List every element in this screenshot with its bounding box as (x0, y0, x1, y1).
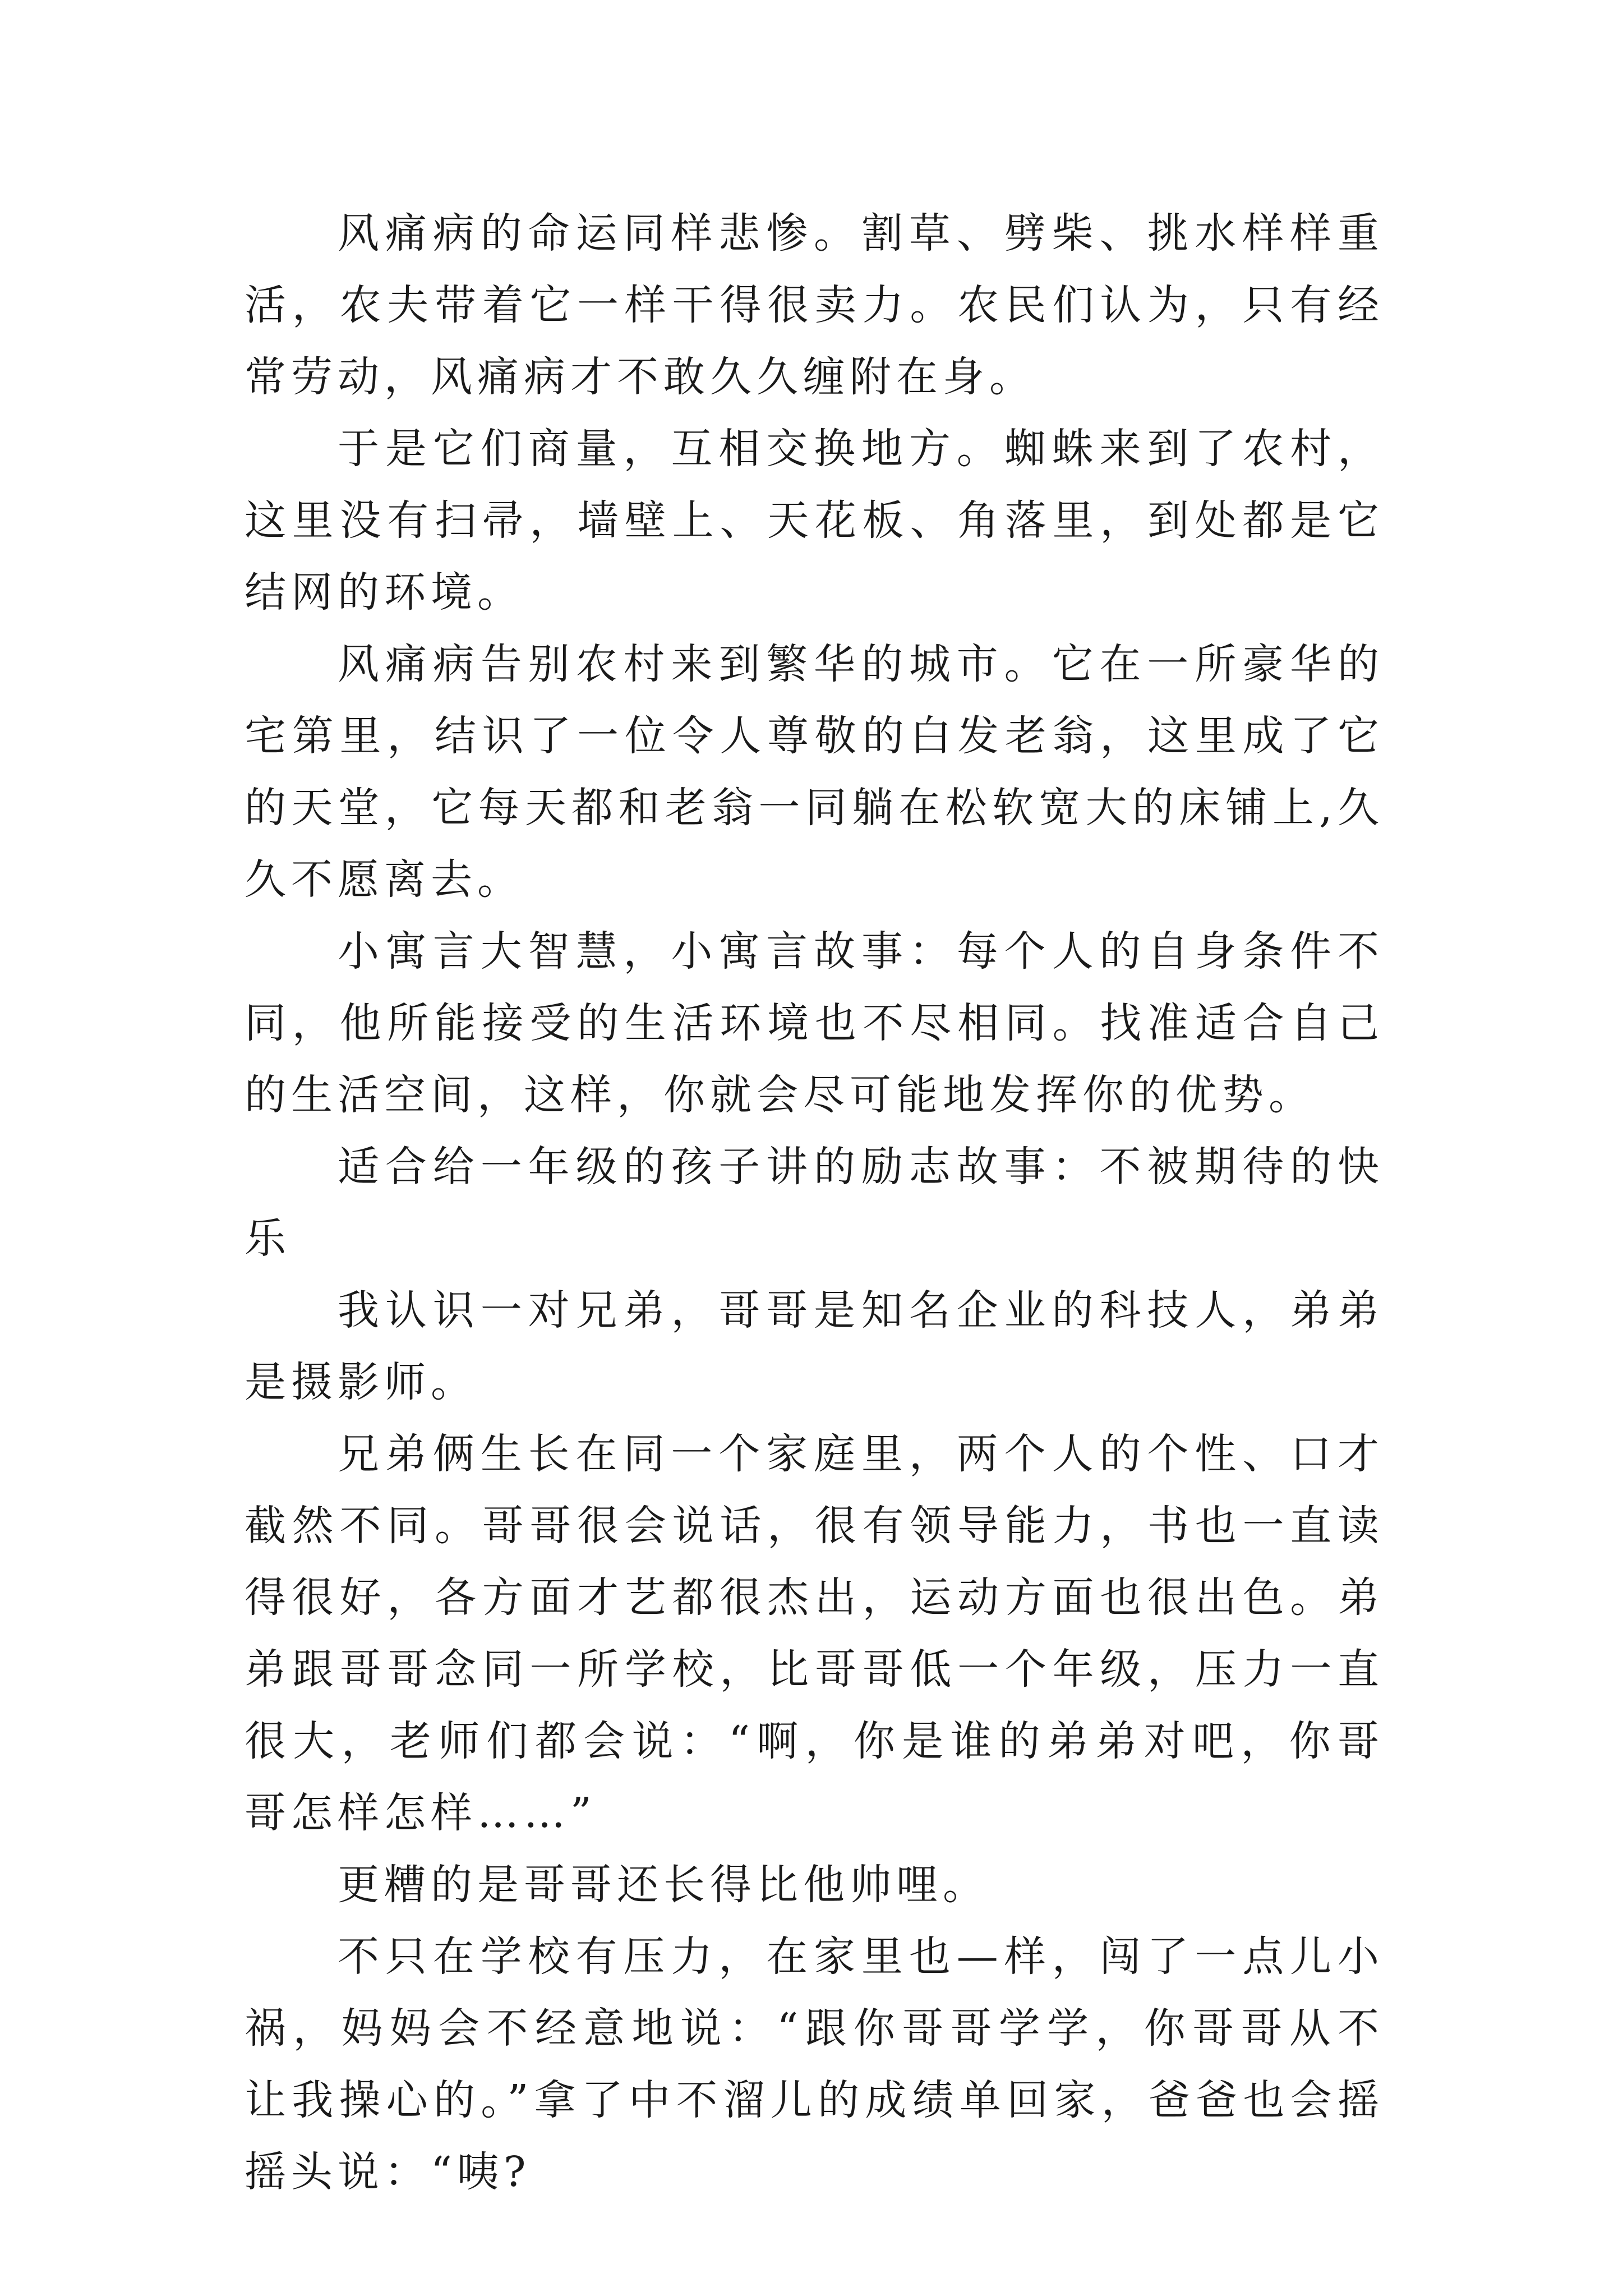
paragraph-1: 风痛病的命运同样悲惨。割草、劈柴、挑水样样重活，农夫带着它一样干得很卖力。农民们认为，只有经常劳动，风痛病才不敢久久缠附在身。 (245, 209, 1384, 401)
paragraph-4: 小寓言大智慧，小寓言故事：每个人的自身条件不同，他所能接受的生活环境也不尽相同。找准适合自己的生活空间，这样，你就会尽可能地发挥你的优势。 (245, 927, 1384, 1119)
paragraph-5: 适合给一年级的孩子讲的励志故事：不被期待的快乐 (245, 1143, 1384, 1263)
document-body (245, 197, 1384, 2208)
paragraph-6: 我认识一对兄弟，哥哥是知名企业的科技人，弟弟是摄影师。 (245, 1286, 1384, 1406)
paragraph-7: 兄弟俩生长在同一个家庭里，两个人的个性、口才截然不同。哥哥很会说话，很有领导能力，书也一直读得很好，各方面才艺都很杰出，运动方面也很出色。弟弟跟哥哥念同一所学校，比哥哥低一个年级，压力一直很大，老师们都会说：“啊，你是谁的弟弟对吧，你哥哥怎样怎样……” (245, 1430, 1384, 1837)
paragraph-3: 风痛病告别农村来到繁华的城市。它在一所豪华的宅第里，结识了一位令人尊敬的白发老翁，这里成了它的天堂，它每天都和老翁一同躺在松软宽大的床铺上,久久不愿离去。 (245, 640, 1384, 904)
paragraph-9: 不只在学校有压力，在家里也—样，闯了一点儿小祸，妈妈会不经意地说：“跟你哥哥学学，你哥哥从不让我操心的。”拿了中不溜儿的成绩单回家，爸爸也会摇摇头说：“咦? (245, 1932, 1384, 2196)
paragraph-2: 于是它们商量，互相交换地方。蜘蛛来到了农村，这里没有扫帚，墙壁上、天花板、角落里，到处都是它结网的环境。 (245, 425, 1384, 616)
paragraph-8: 更糟的是哥哥还长得比他帅哩。 (338, 1861, 989, 1909)
